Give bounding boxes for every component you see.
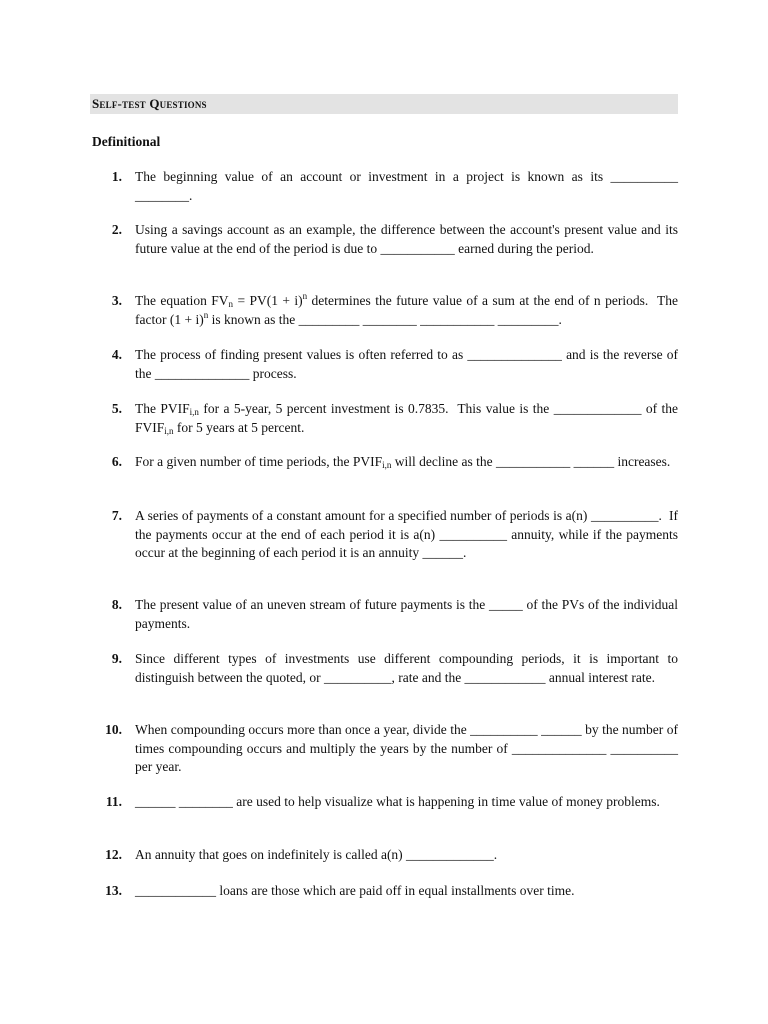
question-text: The present value of an uneven stream of future payments is the _____ of the PVs of the individual payments. bbox=[135, 597, 678, 631]
question-number: 11. bbox=[105, 794, 122, 809]
question-text: For a given number of time periods, the $PVIF_{i,n}$ will decline as the ___________ ______ increases. bbox=[135, 454, 671, 470]
question-number: 2. bbox=[111, 222, 122, 237]
question-number: 4. bbox=[111, 347, 122, 362]
subheading: Definitional bbox=[92, 134, 161, 149]
question-text: ______ ________ are used to help visualize what is happening in time value of money problems. bbox=[135, 794, 660, 809]
question-text: The process of finding present values is often referred to as ______________ and is the reverse of the ______________ process. bbox=[135, 347, 678, 381]
question-text: Using a savings account as an example, the difference between the account's present value and its future value at the end of the period is due to ___________ earned during the period. bbox=[135, 222, 678, 256]
question-number: 1. bbox=[111, 169, 122, 184]
question-number: 10. bbox=[105, 722, 122, 737]
question-number: 7. bbox=[111, 508, 122, 523]
question-text: When compounding occurs more than once a year, divide the __________ ______ by the number of times compounding occurs and multiply the years by the number of ______________ __________ per year. bbox=[135, 722, 678, 774]
section-title: Self-test Questions bbox=[92, 96, 207, 111]
question-text: A series of payments of a constant amount for a specified number of periods is a(n) __________. If the payments occur at the end of each period it is a(n) __________ annuity, while if the payments occur at the beginning of each period it is an annuity ______. bbox=[135, 508, 678, 560]
question-text: ____________ loans are those which are paid off in equal installments over time. bbox=[135, 883, 575, 898]
question-text: The $PVIF_{i,n}$ for a 5-year, 5 percent investment is 0.7835. This value is the _____________ of the $FVIF_{i,n}$ for 5 years at 5 percent. bbox=[135, 401, 679, 436]
question-text: Since different types of investments use different compounding periods, it is important to distinguish between the quoted, or __________, rate and the ____________ annual interest rate. bbox=[135, 651, 678, 685]
question-number: 5. bbox=[111, 401, 122, 416]
question-number: 9. bbox=[111, 651, 122, 666]
question-number: 8. bbox=[111, 597, 122, 612]
question-number: 6. bbox=[111, 454, 122, 469]
question-text: The equation $FV_n = PV(1 + i)^n$ determines the future value of a sum at the end of n periods. The factor $(1 + i)^n$ is known as the _________ ________ ___________ _________. bbox=[135, 291, 678, 327]
question-text: The beginning value of an account or investment in a project is known as its __________ ________. bbox=[135, 169, 678, 203]
question-text: An annuity that goes on indefinitely is called a(n) _____________. bbox=[135, 847, 498, 862]
question-number: 13. bbox=[105, 883, 122, 898]
question-number: 12. bbox=[105, 847, 122, 862]
question-number: 3. bbox=[111, 293, 122, 308]
